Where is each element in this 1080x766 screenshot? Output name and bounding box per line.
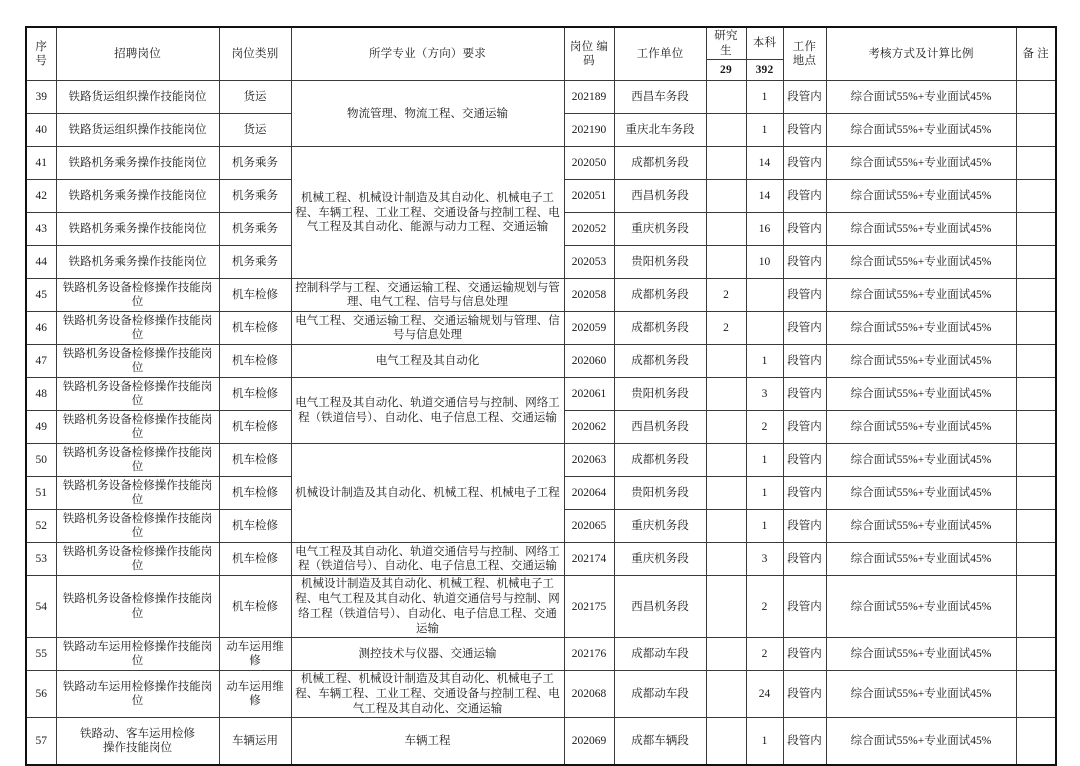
cell-code: 202068 (564, 671, 614, 718)
cell-bachelor: 24 (746, 671, 783, 718)
col-header-post: 招聘岗位 (56, 27, 219, 81)
table-row (26, 279, 1056, 312)
cell-method: 综合面试55%+专业面试45% (826, 81, 1016, 114)
cell-place: 段管内 (783, 543, 826, 576)
cell-seq: 53 (26, 543, 56, 576)
cell-unit: 贵阳机务段 (614, 246, 706, 279)
cell-bachelor: 2 (746, 411, 783, 444)
cell-major: 电气工程及其自动化 (291, 345, 564, 378)
cell-code: 202052 (564, 213, 614, 246)
cell-post: 铁路机务乘务操作技能岗位 (56, 213, 219, 246)
cell-code: 202063 (564, 444, 614, 477)
cell-note (1016, 411, 1056, 444)
cell-category: 机车检修 (219, 576, 291, 638)
cell-seq: 46 (26, 312, 56, 345)
cell-method: 综合面试55%+专业面试45% (826, 180, 1016, 213)
cell-seq: 43 (26, 213, 56, 246)
cell-method: 综合面试55%+专业面试45% (826, 279, 1016, 312)
cell-category: 机车检修 (219, 312, 291, 345)
cell-category: 机务乘务 (219, 180, 291, 213)
cell-graduate (706, 180, 746, 213)
cell-graduate (706, 718, 746, 766)
cell-code: 202175 (564, 576, 614, 638)
cell-seq: 45 (26, 279, 56, 312)
cell-major: 机械工程、机械设计制造及其自动化、机械电子工程、车辆工程、工业工程、交通设备与控制工程、电气工程及其自动化、交通运输 (291, 671, 564, 718)
cell-post: 铁路机务设备检修操作技能岗位 (56, 411, 219, 444)
cell-unit: 西昌机务段 (614, 180, 706, 213)
cell-category: 货运 (219, 114, 291, 147)
cell-unit: 重庆机务段 (614, 510, 706, 543)
cell-method: 综合面试55%+专业面试45% (826, 718, 1016, 766)
cell-seq: 57 (26, 718, 56, 766)
cell-unit: 成都车辆段 (614, 718, 706, 766)
table-row (26, 312, 1056, 345)
cell-method: 综合面试55%+专业面试45% (826, 638, 1016, 671)
cell-bachelor: 1 (746, 510, 783, 543)
cell-code: 202064 (564, 477, 614, 510)
cell-method: 综合面试55%+专业面试45% (826, 345, 1016, 378)
cell-major: 测控技术与仪器、交通运输 (291, 638, 564, 671)
cell-category: 机务乘务 (219, 213, 291, 246)
cell-seq: 54 (26, 576, 56, 638)
cell-unit: 成都动车段 (614, 671, 706, 718)
cell-note (1016, 312, 1056, 345)
cell-post: 铁路机务设备检修操作技能岗位 (56, 510, 219, 543)
cell-note (1016, 576, 1056, 638)
cell-bachelor: 14 (746, 180, 783, 213)
cell-method: 综合面试55%+专业面试45% (826, 213, 1016, 246)
cell-bachelor (746, 312, 783, 345)
col-header-graduate: 研究生 (706, 27, 746, 60)
cell-graduate (706, 510, 746, 543)
cell-graduate: 2 (706, 279, 746, 312)
cell-post: 铁路动、客车运用检修 操作技能岗位 (56, 718, 219, 766)
cell-post: 铁路机务设备检修操作技能岗位 (56, 444, 219, 477)
col-header-category: 岗位类别 (219, 27, 291, 81)
cell-post: 铁路机务设备检修操作技能岗位 (56, 477, 219, 510)
table-row (26, 576, 1056, 638)
col-header-method: 考核方式及计算比例 (826, 27, 1016, 81)
table-row (26, 543, 1056, 576)
cell-unit: 西昌机务段 (614, 411, 706, 444)
cell-method: 综合面试55%+专业面试45% (826, 312, 1016, 345)
cell-seq: 52 (26, 510, 56, 543)
cell-post: 铁路机务乘务操作技能岗位 (56, 180, 219, 213)
cell-seq: 42 (26, 180, 56, 213)
cell-category: 货运 (219, 81, 291, 114)
cell-unit: 重庆机务段 (614, 213, 706, 246)
header-row-main (26, 27, 1056, 60)
cell-category: 机车检修 (219, 279, 291, 312)
cell-graduate (706, 378, 746, 411)
cell-graduate (706, 576, 746, 638)
cell-category: 机务乘务 (219, 147, 291, 180)
cell-graduate (706, 411, 746, 444)
cell-graduate (706, 543, 746, 576)
cell-method: 综合面试55%+专业面试45% (826, 543, 1016, 576)
graduate-total: 29 (706, 60, 746, 81)
cell-note (1016, 213, 1056, 246)
table-header (26, 27, 1056, 81)
cell-major: 电气工程及其自动化、轨道交通信号与控制、网络工程（铁道信号）、自动化、电子信息工程、交通运输 (291, 543, 564, 576)
table-row (26, 147, 1056, 180)
cell-unit: 重庆北车务段 (614, 114, 706, 147)
table-row (26, 378, 1056, 411)
cell-graduate (706, 147, 746, 180)
col-header-note: 备 注 (1016, 27, 1056, 81)
cell-bachelor: 1 (746, 444, 783, 477)
cell-code: 202065 (564, 510, 614, 543)
cell-major: 机械设计制造及其自动化、机械工程、机械电子工程、电气工程及其自动化、轨道交通信号与控制、网络工程（铁道信号）、自动化、电子信息工程、交通运输 (291, 576, 564, 638)
cell-note (1016, 114, 1056, 147)
cell-bachelor: 3 (746, 378, 783, 411)
cell-bachelor (746, 279, 783, 312)
cell-category: 机车检修 (219, 378, 291, 411)
cell-method: 综合面试55%+专业面试45% (826, 444, 1016, 477)
cell-place: 段管内 (783, 638, 826, 671)
cell-post: 铁路货运组织操作技能岗位 (56, 114, 219, 147)
cell-post: 铁路机务设备检修操作技能岗位 (56, 378, 219, 411)
cell-code: 202062 (564, 411, 614, 444)
cell-place: 段管内 (783, 147, 826, 180)
cell-place: 段管内 (783, 477, 826, 510)
cell-bachelor: 10 (746, 246, 783, 279)
cell-bachelor: 1 (746, 114, 783, 147)
cell-note (1016, 638, 1056, 671)
cell-method: 综合面试55%+专业面试45% (826, 477, 1016, 510)
cell-post: 铁路机务设备检修操作技能岗位 (56, 312, 219, 345)
cell-method: 综合面试55%+专业面试45% (826, 671, 1016, 718)
cell-place: 段管内 (783, 718, 826, 766)
cell-unit: 成都机务段 (614, 444, 706, 477)
cell-seq: 51 (26, 477, 56, 510)
cell-code: 202190 (564, 114, 614, 147)
cell-place: 段管内 (783, 444, 826, 477)
cell-note (1016, 477, 1056, 510)
cell-place: 段管内 (783, 114, 826, 147)
cell-major: 机械设计制造及其自动化、机械工程、机械电子工程 (291, 444, 564, 543)
cell-post: 铁路机务设备检修操作技能岗位 (56, 279, 219, 312)
cell-note (1016, 246, 1056, 279)
table-row (26, 671, 1056, 718)
cell-post: 铁路机务设备检修操作技能岗位 (56, 576, 219, 638)
cell-category: 机车检修 (219, 510, 291, 543)
table-row (26, 345, 1056, 378)
cell-method: 综合面试55%+专业面试45% (826, 510, 1016, 543)
cell-note (1016, 180, 1056, 213)
cell-category: 机务乘务 (219, 246, 291, 279)
cell-note (1016, 378, 1056, 411)
cell-note (1016, 718, 1056, 766)
table-row (26, 81, 1056, 114)
col-header-bachelor: 本科 (746, 27, 783, 60)
cell-place: 段管内 (783, 510, 826, 543)
cell-seq: 39 (26, 81, 56, 114)
cell-bachelor: 1 (746, 477, 783, 510)
cell-bachelor: 1 (746, 718, 783, 766)
cell-seq: 41 (26, 147, 56, 180)
cell-place: 段管内 (783, 411, 826, 444)
cell-method: 综合面试55%+专业面试45% (826, 576, 1016, 638)
cell-seq: 40 (26, 114, 56, 147)
col-header-major: 所学专业（方向）要求 (291, 27, 564, 81)
col-header-code: 岗位 编码 (564, 27, 614, 81)
cell-seq: 47 (26, 345, 56, 378)
cell-code: 202174 (564, 543, 614, 576)
cell-seq: 44 (26, 246, 56, 279)
cell-unit: 成都机务段 (614, 279, 706, 312)
cell-unit: 贵阳机务段 (614, 378, 706, 411)
cell-post: 铁路动车运用检修操作技能岗位 (56, 671, 219, 718)
cell-seq: 48 (26, 378, 56, 411)
cell-category: 动车运用维修 (219, 638, 291, 671)
cell-unit: 成都机务段 (614, 345, 706, 378)
cell-unit: 西昌机务段 (614, 576, 706, 638)
cell-major: 电气工程、交通运输工程、交通运输规划与管理、信号与信息处理 (291, 312, 564, 345)
cell-major: 电气工程及其自动化、轨道交通信号与控制、网络工程（铁道信号）、自动化、电子信息工程、交通运输 (291, 378, 564, 444)
cell-method: 综合面试55%+专业面试45% (826, 147, 1016, 180)
cell-category: 机车检修 (219, 444, 291, 477)
cell-method: 综合面试55%+专业面试45% (826, 378, 1016, 411)
cell-code: 202069 (564, 718, 614, 766)
cell-major: 车辆工程 (291, 718, 564, 766)
cell-seq: 50 (26, 444, 56, 477)
cell-unit: 重庆机务段 (614, 543, 706, 576)
cell-graduate (706, 345, 746, 378)
cell-graduate (706, 114, 746, 147)
cell-note (1016, 510, 1056, 543)
cell-graduate (706, 638, 746, 671)
table-row (26, 444, 1056, 477)
cell-seq: 56 (26, 671, 56, 718)
cell-place: 段管内 (783, 312, 826, 345)
cell-seq: 49 (26, 411, 56, 444)
cell-unit: 成都机务段 (614, 147, 706, 180)
cell-post: 铁路机务设备检修操作技能岗位 (56, 345, 219, 378)
cell-method: 综合面试55%+专业面试45% (826, 246, 1016, 279)
cell-bachelor: 1 (746, 81, 783, 114)
cell-bachelor: 16 (746, 213, 783, 246)
cell-bachelor: 14 (746, 147, 783, 180)
cell-code: 202176 (564, 638, 614, 671)
cell-bachelor: 1 (746, 345, 783, 378)
cell-graduate (706, 477, 746, 510)
cell-bachelor: 2 (746, 638, 783, 671)
cell-post: 铁路机务设备检修操作技能岗位 (56, 543, 219, 576)
recruitment-table-sheet (25, 26, 1055, 755)
cell-unit: 贵阳机务段 (614, 477, 706, 510)
cell-post: 铁路机务乘务操作技能岗位 (56, 147, 219, 180)
cell-bachelor: 2 (746, 576, 783, 638)
cell-note (1016, 81, 1056, 114)
cell-note (1016, 543, 1056, 576)
recruitment-table (25, 26, 1057, 766)
cell-seq: 55 (26, 638, 56, 671)
cell-method: 综合面试55%+专业面试45% (826, 411, 1016, 444)
cell-code: 202053 (564, 246, 614, 279)
cell-major: 物流管理、物流工程、交通运输 (291, 81, 564, 147)
cell-graduate (706, 444, 746, 477)
table-body (26, 81, 1056, 766)
cell-place: 段管内 (783, 671, 826, 718)
cell-code: 202061 (564, 378, 614, 411)
cell-place: 段管内 (783, 345, 826, 378)
col-header-seq: 序 号 (26, 27, 56, 81)
cell-place: 段管内 (783, 279, 826, 312)
cell-place: 段管内 (783, 576, 826, 638)
cell-code: 202051 (564, 180, 614, 213)
cell-unit: 西昌车务段 (614, 81, 706, 114)
cell-major: 机械工程、机械设计制造及其自动化、机械电子工程、车辆工程、工业工程、交通设备与控制工程、电气工程及其自动化、能源与动力工程、交通运输 (291, 147, 564, 279)
cell-place: 段管内 (783, 180, 826, 213)
cell-graduate (706, 246, 746, 279)
table-row (26, 638, 1056, 671)
cell-place: 段管内 (783, 213, 826, 246)
cell-post: 铁路机务乘务操作技能岗位 (56, 246, 219, 279)
cell-unit: 成都动车段 (614, 638, 706, 671)
cell-graduate: 2 (706, 312, 746, 345)
col-header-unit: 工作单位 (614, 27, 706, 81)
cell-major: 控制科学与工程、交通运输工程、交通运输规划与管理、电气工程、信号与信息处理 (291, 279, 564, 312)
cell-post: 铁路货运组织操作技能岗位 (56, 81, 219, 114)
cell-graduate (706, 671, 746, 718)
bachelor-total: 392 (746, 60, 783, 81)
cell-code: 202058 (564, 279, 614, 312)
cell-post: 铁路动车运用检修操作技能岗位 (56, 638, 219, 671)
cell-method: 综合面试55%+专业面试45% (826, 114, 1016, 147)
cell-graduate (706, 81, 746, 114)
cell-category: 机车检修 (219, 543, 291, 576)
cell-code: 202060 (564, 345, 614, 378)
table-row (26, 718, 1056, 766)
cell-place: 段管内 (783, 81, 826, 114)
cell-category: 车辆运用 (219, 718, 291, 766)
cell-note (1016, 147, 1056, 180)
cell-place: 段管内 (783, 246, 826, 279)
col-header-place: 工作 地点 (783, 27, 826, 81)
cell-unit: 成都机务段 (614, 312, 706, 345)
cell-category: 机车检修 (219, 345, 291, 378)
cell-graduate (706, 213, 746, 246)
cell-note (1016, 671, 1056, 718)
cell-code: 202059 (564, 312, 614, 345)
cell-place: 段管内 (783, 378, 826, 411)
cell-bachelor: 3 (746, 543, 783, 576)
cell-category: 机车检修 (219, 411, 291, 444)
cell-note (1016, 345, 1056, 378)
cell-note (1016, 444, 1056, 477)
cell-code: 202050 (564, 147, 614, 180)
cell-note (1016, 279, 1056, 312)
cell-category: 机车检修 (219, 477, 291, 510)
cell-category: 动车运用维修 (219, 671, 291, 718)
cell-code: 202189 (564, 81, 614, 114)
